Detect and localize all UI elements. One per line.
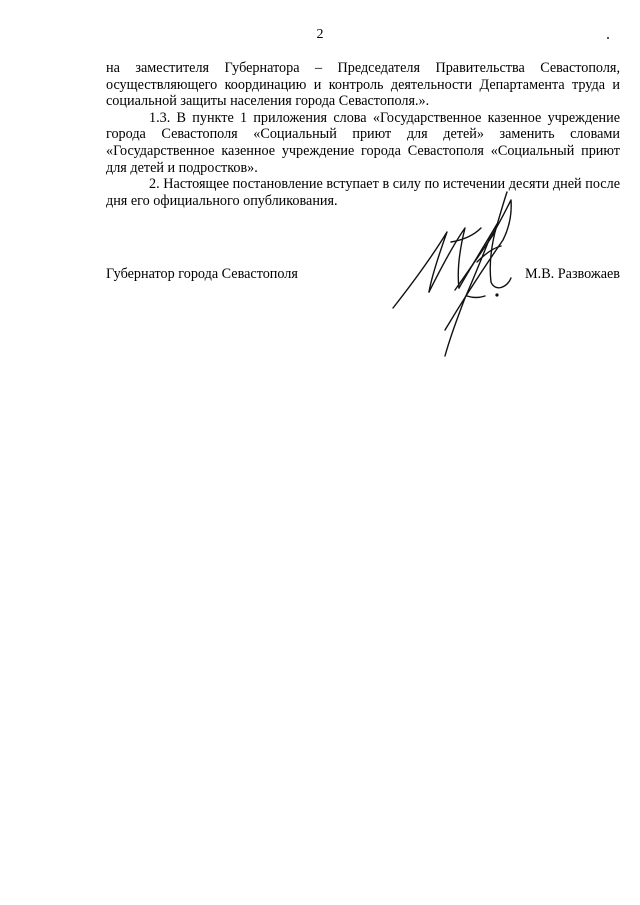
page-number: 2 <box>316 27 324 42</box>
paragraph-item-1-3: 1.3. В пункте 1 приложения слова «Государственное казенное учреждение города Севастополя «Социальный приют для детей» заменить словами «Государственное казенное учреждение города Севастополя «Социальный приют для детей и подростков». <box>106 109 620 176</box>
paragraph-item-2: 2. Настоящее постановление вступает в силу по истечении десяти дней после дня его официального опубликования. <box>106 176 620 209</box>
paragraph-continuation: на заместителя Губернатора – Председателя Правительства Севастополя, осуществляющего координацию и контроль деятельности Департамента труда и социальной защиты населения города Севастополя.». <box>106 60 620 110</box>
signatory-title: Губернатор города Севастополя <box>106 266 298 282</box>
signatory-name: М.В. Развожаев <box>525 266 620 282</box>
scan-speck <box>607 37 609 39</box>
handwritten-signature-icon <box>385 180 555 365</box>
